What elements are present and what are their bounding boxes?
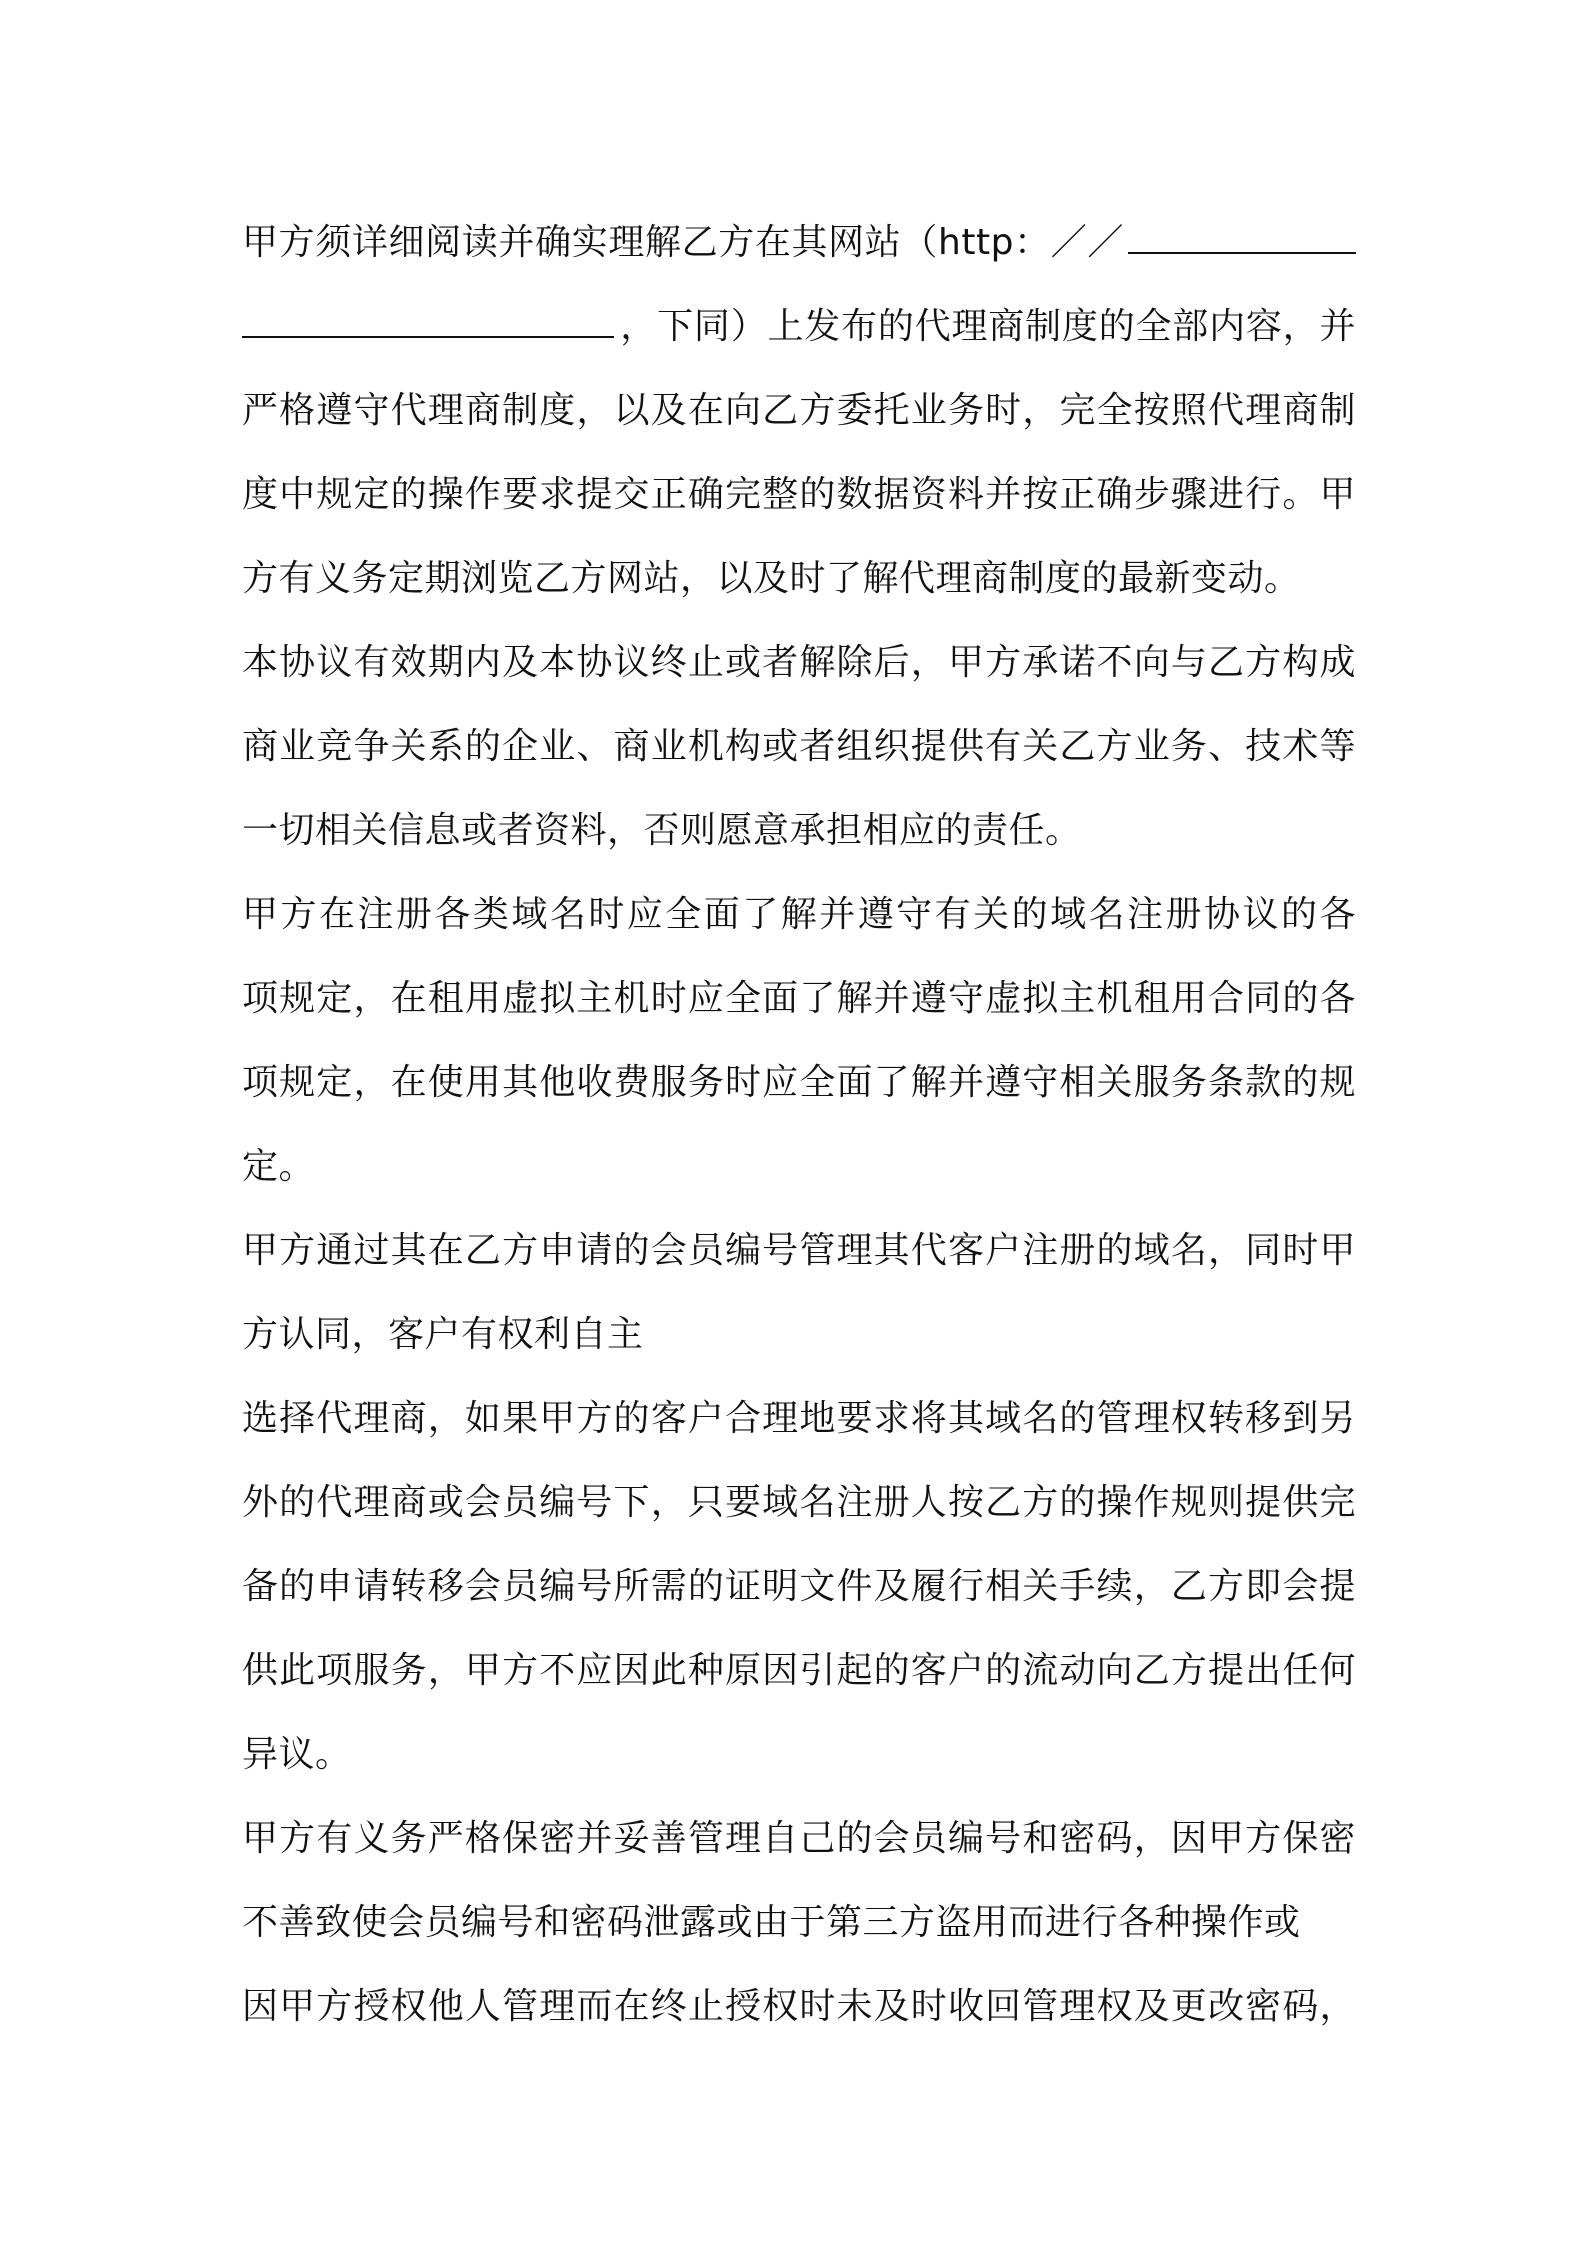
text-line-10: 项规定，在租用虚拟主机时应全面了解并遵守虚拟主机租用合同的各 bbox=[242, 978, 1356, 1019]
text-line-1 bbox=[242, 201, 1356, 285]
text-line-4: 度中规定的操作要求提交正确完整的数据资料并按正确步骤进行。甲 bbox=[242, 474, 1356, 515]
text-line-13: 甲方通过其在乙方申请的会员编号管理其代客户注册的域名，同时甲 bbox=[242, 1230, 1356, 1271]
url-blank-1 bbox=[1128, 216, 1356, 254]
text-line-6: 本协议有效期内及本协议终止或者解除后，甲方承诺不向与乙方构成 bbox=[242, 642, 1356, 683]
text-line-7: 商业竞争关系的企业、商业机构或者组织提供有关乙方业务、技术等 bbox=[242, 726, 1356, 767]
text-line-20: 甲方有义务严格保密并妥善管理自己的会员编号和密码，因甲方保密 bbox=[242, 1818, 1356, 1859]
text-line-11: 项规定，在使用其他收费服务时应全面了解并遵守相关服务条款的规 bbox=[242, 1062, 1356, 1103]
document-body bbox=[242, 201, 1356, 2049]
text-line-12: 定。 bbox=[242, 1146, 316, 1187]
text-line-17: 备的申请转移会员编号所需的证明文件及履行相关手续，乙方即会提 bbox=[242, 1566, 1356, 1607]
text-line-1-text: 甲方须详细阅读并确实理解乙方在其网站（http：／／ bbox=[242, 222, 1124, 263]
text-line-2-text: ，下同）上发布的代理商制度的全部内容，并 bbox=[620, 306, 1356, 347]
text-line-19: 异议。 bbox=[242, 1734, 352, 1775]
text-line-14: 方认同，客户有权利自主 bbox=[242, 1314, 644, 1355]
text-line-18: 供此项服务，甲方不应因此种原因引起的客户的流动向乙方提出任何 bbox=[242, 1650, 1356, 1691]
text-line-9: 甲方在注册各类域名时应全面了解并遵守有关的域名注册协议的各 bbox=[242, 894, 1356, 935]
text-line-5: 方有义务定期浏览乙方网站，以及时了解代理商制度的最新变动。 bbox=[242, 558, 1301, 599]
text-line-21: 不善致使会员编号和密码泄露或由于第三方盗用而进行各种操作或 bbox=[242, 1902, 1301, 1943]
text-line-16: 外的代理商或会员编号下，只要域名注册人按乙方的操作规则提供完 bbox=[242, 1482, 1356, 1523]
url-blank-2 bbox=[242, 300, 614, 338]
text-line-2 bbox=[242, 285, 1356, 369]
text-line-8: 一切相关信息或者资料，否则愿意承担相应的责任。 bbox=[242, 810, 1082, 851]
text-line-22: 因甲方授权他人管理而在终止授权时未及时收回管理权及更改密码， bbox=[242, 1986, 1356, 2027]
text-line-15: 选择代理商，如果甲方的客户合理地要求将其域名的管理权转移到另 bbox=[242, 1398, 1356, 1439]
text-line-3: 严格遵守代理商制度，以及在向乙方委托业务时，完全按照代理商制 bbox=[242, 390, 1356, 431]
